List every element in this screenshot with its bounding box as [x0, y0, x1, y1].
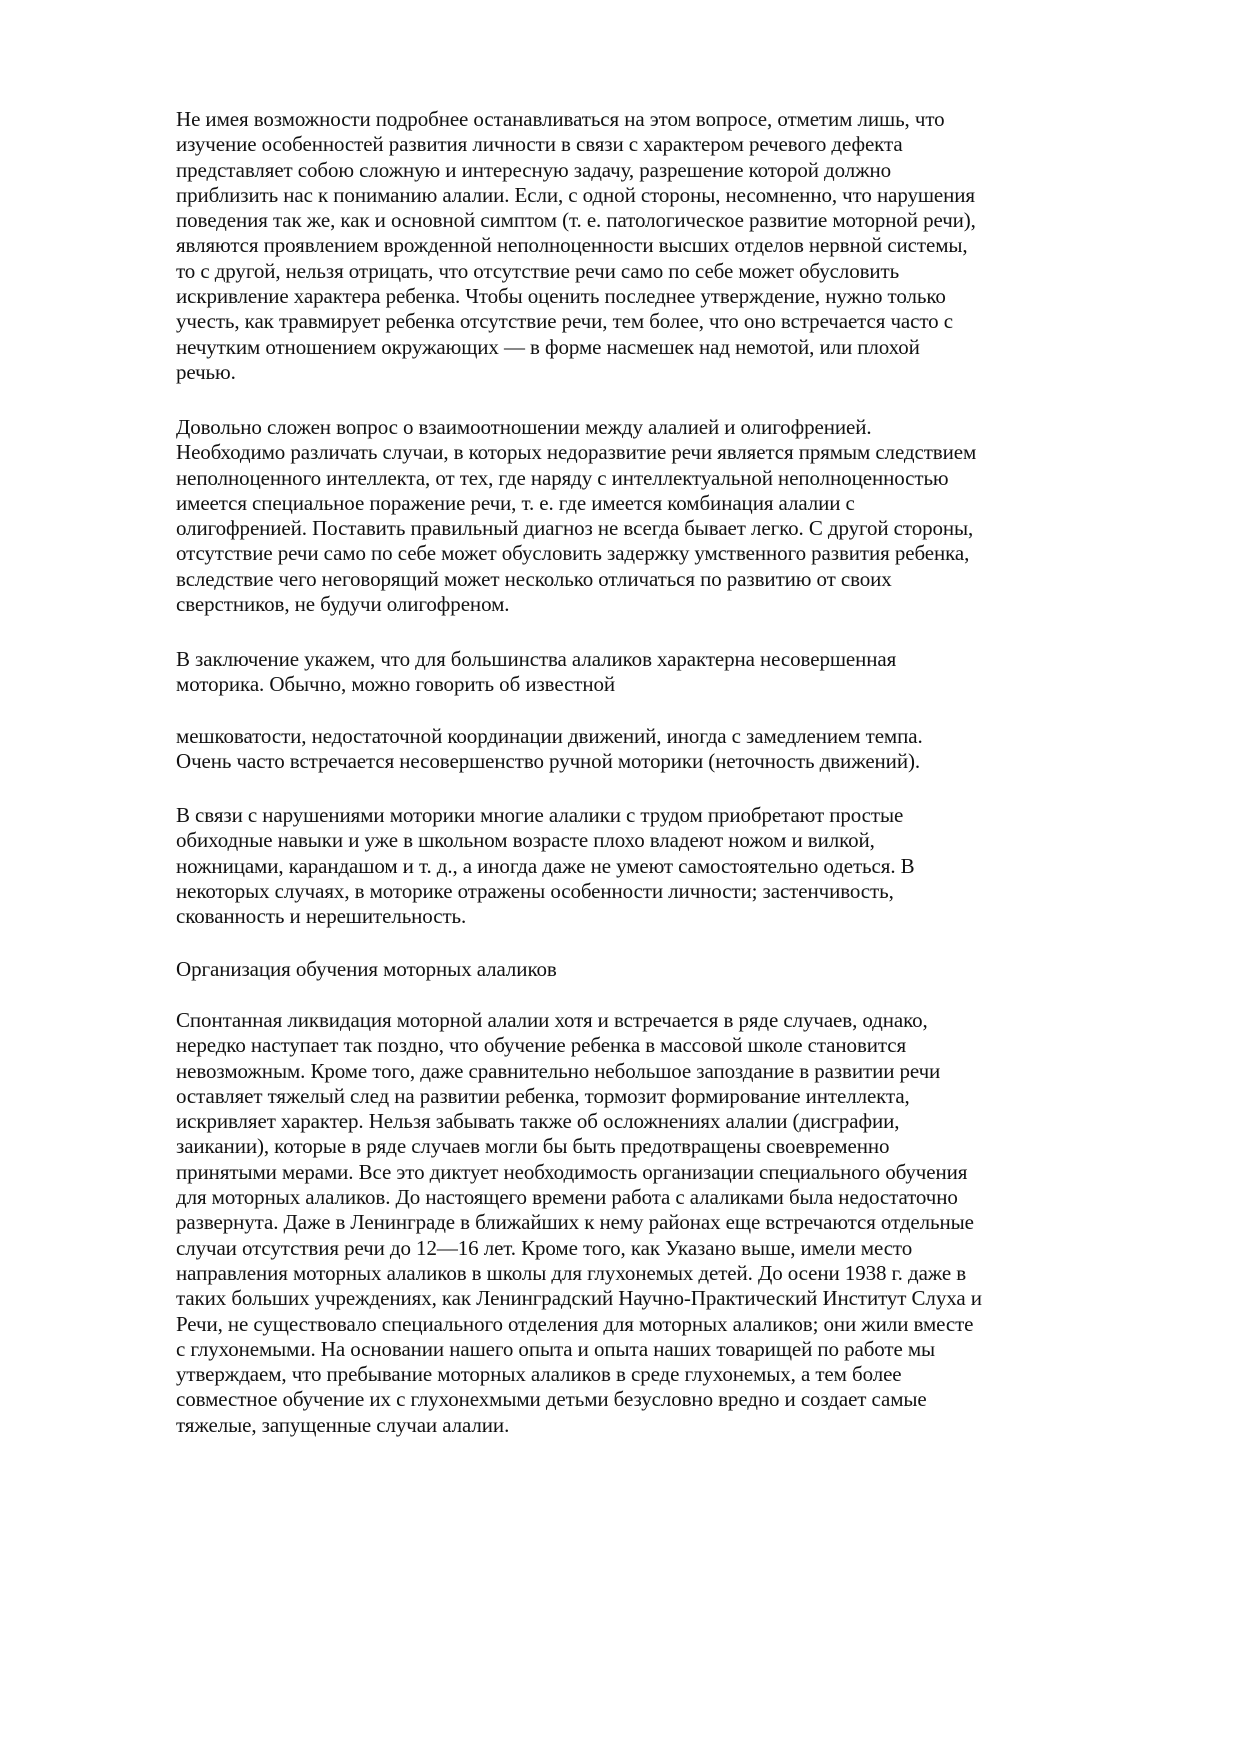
text-line: направления моторных алаликов в школы для глухонемых детей. До осени 1938 г. даже в [176, 1260, 967, 1285]
text-line: Спонтанная ликвидация моторной алалии хотя и встречается в ряде случаев, однако, [176, 1008, 928, 1032]
paragraph-conclusion-motor [176, 647, 1176, 698]
text-line: В связи с нарушениями моторики многие алалики с трудом приобретают простые [176, 803, 904, 827]
text-line: являются проявлением врожденной неполноценности высших отделов нервной системы, [176, 233, 968, 258]
text-line: олигофренией. Поставить правильный диагноз не всегда бывает легко. С другой стороны, [176, 516, 974, 541]
text-line: изучение особенностей развития личности в связи с характером речевого дефекта [176, 132, 903, 157]
text-line: скованность и нерешительность. [176, 904, 467, 929]
text-line: для моторных алаликов. До настоящего времени работа с алаликами была недостаточно [176, 1185, 958, 1210]
text-line: Не имея возможности подробнее останавливаться на этом вопросе, отметим лишь, что [176, 107, 945, 131]
text-line: случаи отсутствия речи до 12—16 лет. Кроме того, как Указано выше, имели место [176, 1235, 913, 1260]
paragraph-personality-development [176, 107, 1176, 385]
paragraph-alalia-oligophrenia [176, 415, 1176, 617]
text-line: учесть, как травмирует ребенка отсутствие речи, тем более, что оно встречается часто с [176, 309, 953, 334]
text-line: тяжелые, запущенные случаи алалии. [176, 1412, 510, 1437]
paragraph-motor-continuation [176, 724, 1176, 775]
section-heading [176, 957, 1176, 982]
text-line: нечутким отношением окружающих — в форме насмешек над немотой, или плохой [176, 334, 920, 359]
text-line: обиходные навыки и уже в школьном возрасте плохо владеют ножом и вилкой, [176, 828, 875, 853]
text-line: искривляет характер. Нельзя забывать также об осложнениях алалии (дисграфии, [176, 1109, 900, 1134]
text-line: отсутствие речи само по себе может обусловить задержку умственного развития ребенка, [176, 541, 970, 566]
section-title: Организация обучения моторных алаликов [176, 957, 557, 981]
text-line: невозможным. Кроме того, даже сравнительно небольшое запоздание в развитии речи [176, 1058, 941, 1083]
text-line: с глухонемыми. На основании нашего опыта и опыта наших товарищей по работе мы [176, 1336, 936, 1361]
text-line: вследствие чего неговорящий может несколько отличаться по развитию от своих [176, 566, 892, 591]
text-line: заикании), которые в ряде случаев могли бы быть предотвращены своевременно [176, 1134, 890, 1159]
text-line: искривление характера ребенка. Чтобы оценить последнее утверждение, нужно только [176, 284, 946, 309]
text-line: поведения так же, как и основной симптом (т. е. патологическое развитие моторной речи), [176, 208, 976, 233]
text-line: представляет собою сложную и интересную задачу, разрешение которой должно [176, 157, 892, 182]
paragraph-organization-of-teaching [176, 1008, 1176, 1438]
text-line: ножницами, карандашом и т. д., а иногда даже не умеют самостоятельно одеться. В [176, 853, 915, 878]
text-line: Очень часто встречается несовершенство ручной моторики (неточность движений). [176, 749, 921, 774]
text-line: имеется специальное поражение речи, т. е. где имеется комбинация алалии с [176, 490, 855, 515]
text-line: моторика. Обычно, можно говорить об известной [176, 672, 616, 697]
paragraph-motor-skills [176, 803, 1176, 929]
text-line: то с другой, нельзя отрицать, что отсутствие речи само по себе может обусловить [176, 258, 900, 283]
text-line: Довольно сложен вопрос о взаимоотношении между алалией и олигофренией. [176, 415, 872, 439]
text-line: неполноценного интеллекта, от тех, где наряду с интеллектуальной неполноценностью [176, 465, 949, 490]
text-line: утверждаем, что пребывание моторных алаликов в среде глухонемых, а тем более [176, 1362, 902, 1387]
text-line: нередко наступает так поздно, что обучение ребенка в массовой школе становится [176, 1033, 907, 1058]
text-line: Необходимо различать случаи, в которых недоразвитие речи является прямым следствием [176, 440, 977, 465]
text-line: сверстников, не будучи олигофреном. [176, 592, 510, 617]
text-line: приблизить нас к пониманию алалии. Если, с одной стороны, несомненно, что нарушения [176, 182, 975, 207]
text-line: мешковатости, недостаточной координации движений, иногда с замедлением темпа. [176, 724, 923, 748]
text-line: оставляет тяжелый след на развитии ребенка, тормозит формирование интеллекта, [176, 1083, 910, 1108]
text-line: В заключение укажем, что для большинства алаликов характерна несовершенная [176, 647, 897, 671]
text-line: речью. [176, 359, 236, 384]
text-line: развернута. Даже в Ленинграде в ближайших к нему районах еще встречаются отдельные [176, 1210, 974, 1235]
text-line: некоторых случаях, в моторике отражены особенности личности; застенчивость, [176, 878, 894, 903]
text-line: Речи, не существовало специального отделения для моторных алаликов; они жили вместе [176, 1311, 974, 1336]
text-line: таких больших учреждениях, как Ленинградский Научно-Практический Институт Слуха и [176, 1286, 982, 1311]
text-line: совместное обучение их с глухонехмыми детьми безусловно вредно и создает самые [176, 1387, 927, 1412]
text-line: принятыми мерами. Все это диктует необходимость организации специального обучения [176, 1159, 968, 1184]
